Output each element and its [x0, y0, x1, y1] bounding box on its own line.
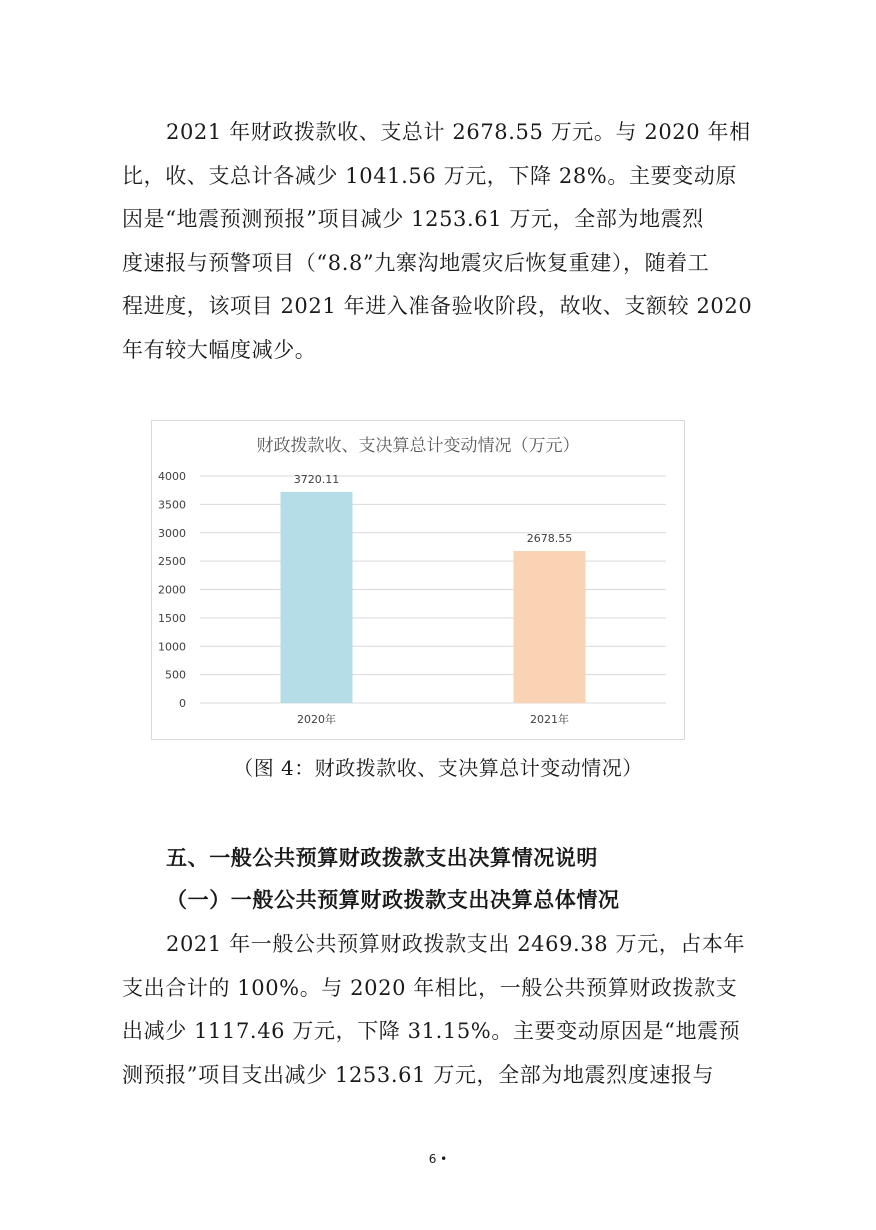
bar	[514, 551, 586, 703]
x-tick-label: 2021年	[530, 713, 569, 726]
bar	[281, 492, 353, 703]
section-heading: 五、一般公共预算财政拨款支出决算情况说明	[166, 846, 598, 870]
text-line: 年有较大幅度减少。	[122, 337, 317, 362]
y-tick-label: 0	[179, 697, 186, 710]
text-line: 度速报与预警项目（“8.8”九寨沟地震灾后恢复重建），随着工	[122, 250, 710, 275]
text-line: 比，收、支总计各减少 1041.56 万元，下降 28%。主要变动原	[122, 163, 737, 188]
y-tick-label: 4000	[158, 470, 186, 483]
text-line: 因是“地震预测预报”项目减少 1253.61 万元，全部为地震烈	[122, 207, 704, 231]
text-line: 2021 年财政拨款收、支总计 2678.55 万元。与 2020 年相	[166, 120, 751, 144]
page-number: 6 •	[428, 1152, 448, 1166]
text-line: 测预报”项目支出减少 1253.61 万元，全部为地震烈度速报与	[122, 1062, 715, 1087]
text-line: 出减少 1117.46 万元，下降 31.15%。主要变动原因是“地震预	[122, 1019, 741, 1043]
data-label: 3720.11	[293, 472, 340, 486]
y-tick-label: 500	[165, 668, 186, 682]
paragraph-total-income-expense	[122, 111, 762, 372]
text-line: 2021 年一般公共预算财政拨款支出 2469.38 万元，占本年	[166, 932, 746, 956]
text-line: 程进度，该项目 2021 年进入准备验收阶段，故收、支额较 2020	[122, 294, 753, 318]
y-tick-label: 3000	[158, 526, 186, 540]
chart-plot	[152, 421, 684, 739]
y-tick-label: 2500	[158, 555, 186, 569]
y-tick-label: 2000	[158, 583, 186, 597]
bar-chart	[151, 420, 685, 740]
text-line: 支出合计的 100%。与 2020 年相比，一般公共预算财政拨款支	[122, 975, 738, 1000]
data-label: 2678.55	[526, 531, 573, 545]
y-tick-label: 3500	[158, 498, 186, 512]
paragraph-general-budget	[122, 923, 762, 1097]
figure-caption: （图 4：财政拨款收、支决算总计变动情况）	[233, 756, 643, 780]
x-tick-label: 2020年	[297, 713, 336, 726]
y-tick-label: 1000	[158, 640, 186, 654]
chart-title: 财政拨款收、支决算总计变动情况（万元）	[256, 436, 580, 456]
y-tick-label: 1500	[158, 611, 186, 625]
subsection-heading: （一）一般公共预算财政拨款支出决算总体情况	[166, 887, 620, 912]
